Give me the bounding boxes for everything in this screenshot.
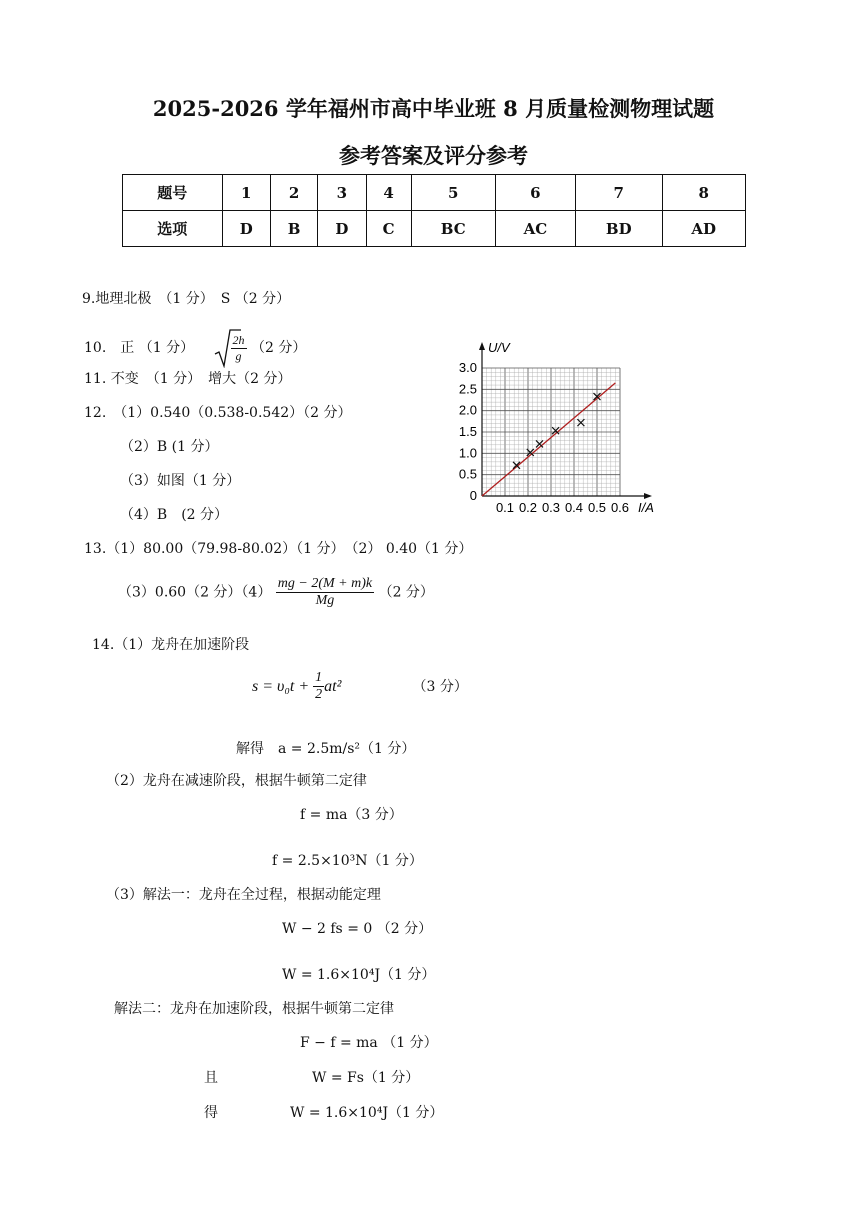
answer-table-question-row <box>123 175 746 211</box>
fraction-denominator: g <box>235 348 242 363</box>
question-number: 6 <box>495 175 575 211</box>
answer-option: BD <box>575 211 662 247</box>
fraction-numerator: 1 <box>315 670 323 685</box>
question-number: 1 <box>222 175 270 211</box>
y-axis-label: U/V <box>488 340 510 355</box>
answer-table <box>122 174 746 247</box>
answer-q10 <box>84 328 306 368</box>
answer-option: AC <box>495 211 575 247</box>
answer-q10-score: （2 分） <box>250 340 307 356</box>
answer-option: B <box>270 211 317 247</box>
y-axis-arrow <box>479 342 485 350</box>
y-tick-label: 3.0 <box>458 360 477 375</box>
fraction-numerator: mg − 2(M + m)k <box>277 576 373 591</box>
document-title: 2025-2026 学年福州市高中毕业班 8 月质量检测物理试题 <box>152 96 715 121</box>
x-tick-label: 0.6 <box>610 500 630 515</box>
equation-part: at² <box>324 678 342 695</box>
answer-q12-1: 12. （1）0.540（0.538-0.542）（2 分） <box>84 405 352 421</box>
question-number: 4 <box>366 175 411 211</box>
row-label-option: 选项 <box>123 211 223 247</box>
answer-option: C <box>366 211 411 247</box>
question-number: 8 <box>662 175 745 211</box>
answer-q12-3: （3）如图（1 分） <box>120 473 241 489</box>
answer-q10-text: 10. 正 （1 分） <box>84 340 195 356</box>
conjunction-and: 且 <box>204 1070 218 1086</box>
q13-fraction <box>276 576 374 609</box>
question-number: 7 <box>575 175 662 211</box>
answer-option: BC <box>411 211 495 247</box>
document-subtitle: 参考答案及评分参考 <box>339 143 528 168</box>
y-tick-label: 1.5 <box>458 424 477 439</box>
answer-q13-1: 13.（1）80.00（79.98-80.02）（1 分） （2） 0.40（1 分） <box>84 541 473 557</box>
y-tick-label: 2.0 <box>458 402 477 418</box>
conjunction-get: 得 <box>204 1105 218 1121</box>
answer-q12-2: （2）B (1 分） <box>120 439 219 455</box>
solution-acceleration: 解得 a = 2.5m/s²（1 分） <box>236 741 416 757</box>
u-i-graph <box>440 340 665 520</box>
x-tick-label: 0.3 <box>541 500 561 515</box>
answer-q12-4: （4）B (2 分） <box>120 507 229 523</box>
answer-q13-3 <box>118 576 434 609</box>
question-number: 2 <box>270 175 317 211</box>
y-tick-label: 0 <box>469 488 477 503</box>
equation-work-final: W = 1.6×10⁴J（1 分） <box>290 1105 444 1121</box>
equation-displacement <box>252 670 468 703</box>
sqrt-fraction <box>231 333 247 364</box>
equation-work: W = Fs（1 分） <box>312 1070 420 1086</box>
fraction-denominator: 2 <box>315 687 323 702</box>
answer-table-option-row <box>123 211 746 247</box>
x-axis-label: I/A <box>638 500 654 515</box>
equation-friction-value: f = 2.5×10³N（1 分） <box>272 853 423 869</box>
equation-force: F − f = ma （1 分） <box>300 1035 438 1051</box>
fraction-denominator: Mg <box>315 593 335 608</box>
equation-energy: W − 2 fs = 0 （2 分） <box>282 921 433 937</box>
answer-q14-1: 14.（1）龙舟在加速阶段 <box>92 637 250 653</box>
sqrt-expression <box>213 328 247 368</box>
equation-part: s = υ₀t + <box>252 678 314 695</box>
y-tick-label: 0.5 <box>458 466 477 482</box>
answer-q13-score: （2 分） <box>378 584 434 601</box>
x-tick-label: 0.4 <box>564 500 584 515</box>
question-number: 3 <box>318 175 366 211</box>
x-tick-label: 0.1 <box>495 500 515 515</box>
x-tick-label: 0.5 <box>587 500 607 515</box>
answer-option: AD <box>662 211 745 247</box>
answer-option: D <box>222 211 270 247</box>
equation-friction: f = ma（3 分） <box>300 807 403 823</box>
equation-work-value: W = 1.6×10⁴J（1 分） <box>282 967 436 983</box>
answer-q14-2: （2）龙舟在减速阶段，根据牛顿第二定律 <box>106 773 367 789</box>
answer-q14-alt: 解法二：龙舟在加速阶段，根据牛顿第二定律 <box>114 1001 394 1017</box>
answer-q14-3: （3）解法一：龙舟在全过程，根据动能定理 <box>106 887 381 903</box>
answer-q9: 9.地理北极 （1 分） S （2 分） <box>82 291 291 307</box>
fraction-numerator: 2h <box>232 332 245 347</box>
answer-q13-3-text: （3）0.60（2 分）（4） <box>118 584 272 601</box>
y-tick-label: 1.0 <box>458 445 477 461</box>
question-number: 5 <box>411 175 495 211</box>
x-tick-label: 0.2 <box>518 500 538 515</box>
answer-q11: 11. 不变 （1 分） 增大（2 分） <box>84 371 292 387</box>
answer-option: D <box>318 211 366 247</box>
y-tick-label: 2.5 <box>458 381 477 397</box>
equation-score: （3 分） <box>412 679 468 695</box>
half-fraction <box>313 670 324 703</box>
x-axis-arrow <box>644 493 652 499</box>
row-label-question: 题号 <box>123 175 223 211</box>
